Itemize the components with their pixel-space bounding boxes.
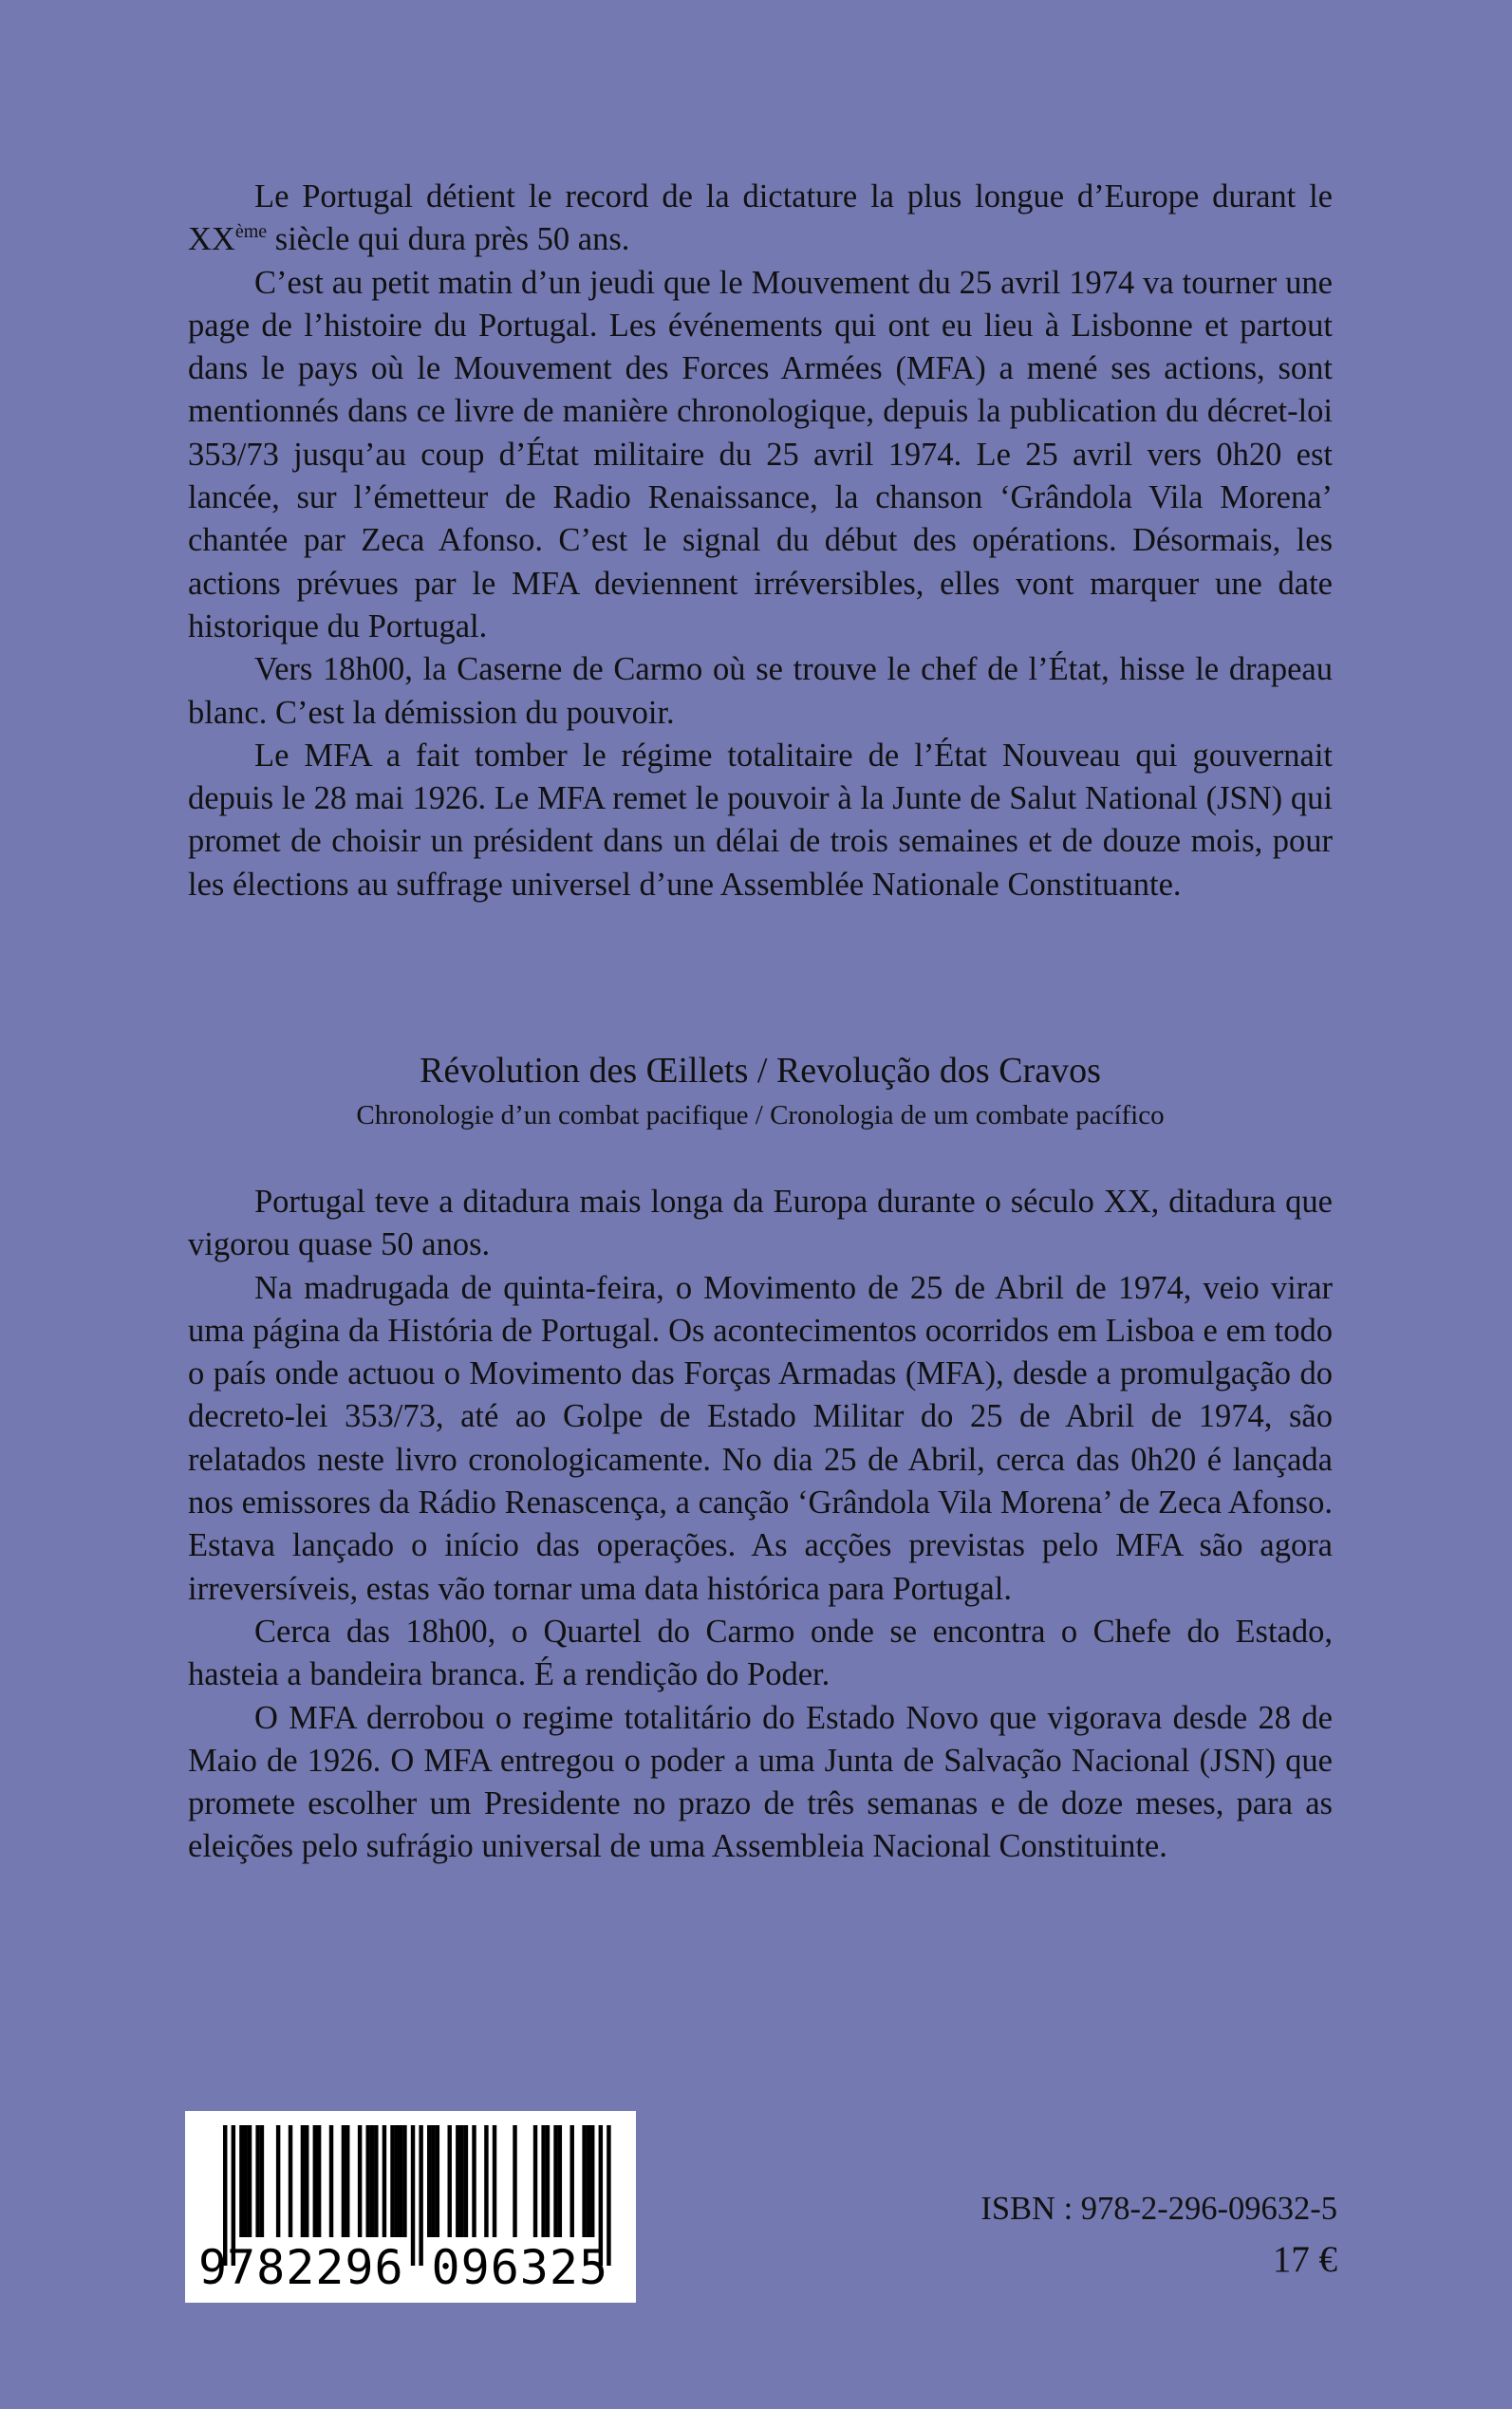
french-paragraph-2: C’est au petit matin d’un jeudi que le Mouvement du 25 avril 1974 va tourner une page de l’histoire du Portugal. Les événements qui ont eu lieu à Lisbonne et partout dans le pays où le Mouvement des Forces Armées (MFA) a mené ses actions, sont mentionnés dans ce livre de manière chronologique, depuis la publication du décret-loi 353/73 jusqu’au coup d’État militaire du 25 avril 1974. Le 25 avril vers 0h20 est lancée, sur l’émetteur de Radio Renaissance, la chanson ‘Grândola Vila Morena’ chantée par Zeca Afonso. C’est le signal du début des opérations. Désormais, les actions prévues par le MFA deviennent irréversibles, elles vont marquer une date historique du Portugal. (188, 264, 1333, 644)
barcode-bar (558, 2125, 562, 2237)
barcode-bar (436, 2125, 439, 2237)
barcode-bar (395, 2125, 399, 2237)
french-paragraph-4: Le MFA a fait tomber le régime totalitaire de l’État Nouveau qui gouvernait depuis le 28 mai 1926. Le MFA remet le pouvoir à la Junte de Salut National (JSN) qui promet de choisir un président dans un délai de trois semaines et de douze mois, pour les élections au suffrage universel d’une Assemblée Nationale Constituante. (188, 737, 1333, 903)
barcode-bar (448, 2125, 452, 2237)
barcode-bar (244, 2125, 248, 2237)
barcode-bar (402, 2125, 406, 2237)
portuguese-paragraph-4: O MFA derrobou o regime totalitário do Estado Novo que vigorava desde 28 de Maio de 1926. O MFA entregou o poder a uma Junta de Salvação Nacional (JSN) que promete escolher um Presidente no prazo de três semanas e de doze meses, para as eleições pelo sufrágio universal de uma Assembleia Nacional Constituinte. (188, 1699, 1333, 1865)
book-title: Révolution des Œillets / Revolução dos Cravos (420, 1051, 1101, 1091)
barcode-bar (472, 2125, 476, 2237)
barcode-bar (305, 2125, 308, 2237)
french-p1-superscript: ème (234, 221, 268, 243)
barcode-bar (329, 2125, 333, 2237)
barcode-bar (342, 2125, 345, 2237)
barcode-digits (185, 2236, 636, 2299)
barcode-bar (370, 2125, 374, 2237)
barcode-bar (431, 2125, 435, 2237)
barcode-bar (383, 2125, 386, 2237)
barcode-bar (484, 2125, 488, 2237)
barcode-bar (427, 2125, 431, 2237)
barcode-bar (248, 2125, 252, 2237)
back-cover-text (188, 176, 1333, 1865)
barcode-bar (533, 2125, 537, 2237)
barcode-first-digit: 9 (198, 2240, 228, 2295)
barcode-bar (289, 2125, 292, 2237)
barcode-bar (239, 2125, 243, 2237)
barcode-bar (570, 2125, 574, 2237)
barcode-bar (358, 2125, 362, 2237)
price: 17 € (1272, 2239, 1337, 2280)
barcode-bar (553, 2125, 557, 2237)
french-paragraph-1 (188, 176, 1333, 262)
portuguese-paragraph-3: Cerca das 18h00, o Quartel do Carmo onde se encontra o Chefe do Estado, hasteia a bandeira branca. É a rendição do Poder. (188, 1613, 1333, 1693)
barcode-bar (276, 2125, 280, 2237)
barcode-bar (464, 2125, 468, 2237)
barcode-bar (366, 2125, 370, 2237)
french-p1-text-end: siècle qui dura près 50 ans. (267, 221, 630, 258)
barcode-bar (255, 2125, 259, 2237)
barcode-bar (456, 2125, 459, 2237)
barcode-bar (459, 2125, 463, 2237)
barcode-bar (345, 2125, 349, 2237)
barcode-bar (541, 2125, 545, 2237)
barcode-bar (546, 2125, 550, 2237)
book-subtitle: Chronologie d’un combat pacifique / Cronologia de um combate pacífico (356, 1100, 1165, 1130)
barcode-bar (313, 2125, 317, 2237)
barcode-bar (582, 2125, 586, 2237)
barcode-bar (590, 2125, 594, 2237)
french-paragraph-3: Vers 18h00, la Caserne de Carmo où se trouve le chef de l’État, hisse le drapeau blanc. C’est la démission du pouvoir. (188, 651, 1333, 731)
barcode-bar (399, 2125, 402, 2237)
portuguese-text (188, 1181, 1333, 1869)
barcode-bar (390, 2125, 394, 2237)
portuguese-paragraph-2: Na madrugada de quinta-feira, o Movimento de 25 de Abril de 1974, veio virar uma página da História de Portugal. Os acontecimentos ocorridos em Lisboa e em todo o país onde actuou o Movimento das Forças Armadas (MFA), desde a promulgação do decreto-lei 353/73, até ao Golpe de Estado Militar do 25 de Abril de 1974, são relatados neste livro cronologicamente. No dia 25 de Abril, cerca das 0h20 é lançada nos emissores da Rádio Renascença, a canção ‘Grândola Vila Morena’ de Zeca Afonso. Estava lançado o início das operações. As acções previstas pelo MFA são agora irreversíveis, estas vão tornar uma data histórica para Portugal. (188, 1269, 1333, 1607)
barcode-bar (587, 2125, 590, 2237)
barcode-bar (317, 2125, 321, 2237)
barcode-bar (260, 2125, 264, 2237)
barcode-bar (513, 2125, 516, 2237)
barcode-bar (493, 2125, 496, 2237)
barcode-bar (374, 2125, 378, 2237)
barcode-digit-group-2: 096325 (431, 2240, 609, 2295)
barcode-digit-group-1: 782296 (227, 2240, 404, 2295)
portuguese-paragraph-1: Portugal teve a ditadura mais longa da Europa durante o século XX, ditadura que vigorou quase 50 anos. (188, 1184, 1333, 1263)
isbn-number: ISBN : 978-2-296-09632-5 (980, 2191, 1337, 2227)
barcode-bar (301, 2125, 305, 2237)
french-p1-text: Le Portugal détient le record de la dictature la plus longue d’Europe durant le XX (188, 178, 1333, 258)
barcode (185, 2111, 636, 2303)
